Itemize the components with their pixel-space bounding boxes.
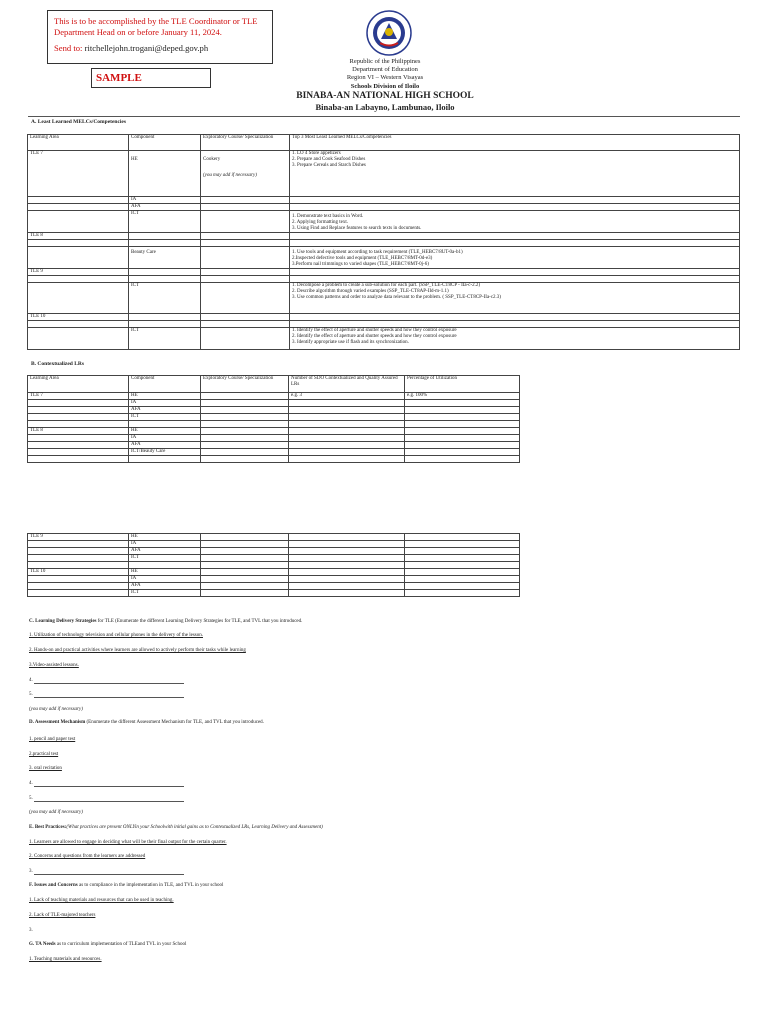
col-header: Learning Area — [28, 376, 129, 393]
least-learned-table — [27, 134, 740, 350]
component-cell: ICT — [129, 328, 201, 350]
component-cell: IA — [129, 400, 201, 407]
deped-seal-icon — [366, 10, 412, 56]
section-f-heading — [29, 883, 223, 889]
school-name: BINABA-AN NATIONAL HIGH SCHOOL — [296, 90, 474, 101]
table-row — [28, 400, 520, 407]
component-cell: ICT — [129, 211, 201, 233]
list-item: 1. LO 4 Store appetizers — [292, 151, 341, 156]
learning-area-cell: TLE 7 — [28, 151, 129, 197]
component-cell: AFA — [129, 583, 201, 590]
list-item: 2. Identify the effect of aperture and shutter speeds and how they control exposure — [292, 334, 457, 339]
competency-cell — [290, 211, 740, 233]
blank-line[interactable] — [34, 781, 184, 787]
assessment-item-2: 2.practical test — [29, 752, 59, 757]
learning-area-cell: TLE 9 — [28, 534, 129, 541]
table-row — [28, 314, 740, 321]
learning-area-cell: TLE 8 — [28, 233, 129, 240]
table-row — [28, 442, 520, 449]
strategy-item-5 — [29, 692, 184, 698]
assessment-item-3: 3. oral recitation — [29, 766, 62, 771]
email-link[interactable]: ritchellejohn.trogani@deped.gov.ph — [84, 43, 209, 53]
section-f-title: F. Issues and Concerns — [29, 883, 78, 888]
table-row — [28, 534, 520, 541]
strategy-item-1: 1. Utilization of technology television and cellular phones in the delivery of the lesson. — [29, 633, 203, 638]
component-cell: HE — [129, 569, 201, 576]
table-row — [28, 583, 520, 590]
send-to — [54, 43, 266, 54]
blank-line[interactable] — [34, 869, 184, 875]
component-cell: ICT — [129, 590, 201, 597]
table-row — [28, 151, 740, 197]
table-row — [28, 211, 740, 233]
header-republic: Republic of the Philippines — [349, 58, 421, 65]
component-cell: HE — [129, 151, 201, 197]
send-to-label: Send to: — [54, 43, 83, 53]
strategy-item-4 — [29, 678, 184, 684]
practice-item-1: 1. Learners are allowed to engage in deciding what will be their final output for the certain quarter. — [29, 840, 227, 845]
col-header: Component — [129, 376, 201, 393]
table-row — [28, 233, 740, 240]
item-number: 3. — [29, 869, 33, 874]
header-division: Schools Division of Iloilo — [350, 82, 420, 90]
competency-cell — [290, 283, 740, 314]
table-row — [28, 562, 520, 569]
col-header: Exploratory Course/ Specialization — [201, 135, 290, 151]
component-cell: ICT — [129, 555, 201, 562]
col-header: Percentage of Utilization — [405, 376, 520, 393]
table-row — [28, 247, 740, 269]
section-g-heading — [29, 942, 186, 948]
item-number: 4. — [29, 678, 33, 683]
list-item: 3. Using Find and Replace features to search texts in documents. — [292, 226, 422, 231]
table-row — [28, 555, 520, 562]
table-row — [28, 541, 520, 548]
section-c-title: C. Learning Delivery Strategies — [29, 619, 97, 624]
competency-cell — [290, 247, 740, 269]
table-row — [28, 569, 520, 576]
issue-item-3: 3. — [29, 928, 33, 933]
item-number: 4. — [29, 781, 33, 786]
col-header: Learning Area — [28, 135, 129, 151]
table-row — [28, 407, 520, 414]
component-cell: ICT — [129, 414, 201, 421]
col-header: Component — [129, 135, 201, 151]
table-row — [28, 276, 740, 283]
may-add-note: (you may add if necessary) — [29, 707, 83, 712]
practice-item-3 — [29, 869, 184, 875]
section-c-heading — [29, 619, 302, 625]
strategy-item-3: 3.Video-assisted lessons. — [29, 663, 79, 668]
sample-label: SAMPLE — [91, 68, 211, 88]
component-cell: Beauty Care — [129, 247, 201, 269]
component-cell: HE — [129, 393, 201, 400]
assessment-item-5 — [29, 796, 184, 802]
school-address: Binaba-an Labayno, Lambunao, Iloilo — [315, 101, 455, 112]
section-c-desc: for TLE (Enumerate the different Learning Delivery Strategies for TLE, and TVL that you introduced. — [96, 619, 303, 624]
learning-area-cell: TLE 8 — [28, 428, 129, 435]
table-row — [28, 283, 740, 314]
item-number: 5. — [29, 692, 33, 697]
cookery-text: Cookery — [203, 157, 221, 162]
table-row — [28, 590, 520, 597]
component-cell: ICT — [129, 283, 201, 314]
section-f-desc: as to compliance in the implementation in TLE, and TVL in your school — [77, 883, 224, 888]
component-cell: HE — [129, 428, 201, 435]
may-add-note: (you may add if necessary) — [29, 810, 83, 815]
table-row — [28, 204, 740, 211]
section-e-title: E. Best Practices: — [29, 825, 67, 830]
header-department: Department of Education — [352, 66, 418, 74]
table-header-row — [28, 376, 520, 393]
table-row — [28, 328, 740, 350]
table-row — [28, 269, 740, 276]
ta-need-item-1: 1. Teaching materials and resources. — [29, 957, 102, 962]
component-cell: IA — [129, 197, 201, 204]
section-b-title: B. Contextualized LRs — [31, 361, 85, 367]
component-cell: HE — [129, 534, 201, 541]
table-row — [28, 240, 740, 247]
competency-cell — [290, 328, 740, 350]
component-cell: ICT/Beauty Care — [129, 449, 201, 456]
specialization-cell — [201, 151, 290, 197]
col-header: Number of SDO Contextualized and Quality Assured LRs — [289, 376, 405, 393]
strategy-item-2: 2. Hands-on and practical activities where learners are allowed to actively perform their tasks while learning — [29, 648, 246, 653]
table-row — [28, 428, 520, 435]
notice-text: This is to be accomplished by the TLE Coordinator or TLE Department Head on or before January 11, 2024. — [54, 16, 258, 37]
list-item: 2. Describe algorithm through varied examples (SSP_TLE-CT8AP-IId-m-1.1) — [292, 289, 449, 294]
section-d-desc: (Enumerate the different Assessment Mechanism for TLE, and TVL that you introduced. — [85, 720, 264, 725]
component-cell: AFA — [129, 407, 201, 414]
header-divider — [28, 116, 740, 117]
list-item: 1. Identify the effect of aperture and shutter speeds and how they control exposure — [292, 328, 457, 333]
assessment-item-1: 1. pencil and paper test — [29, 737, 76, 742]
school-header — [270, 58, 500, 112]
table-row — [28, 456, 520, 463]
table-row — [28, 449, 520, 456]
contextualized-lr-table — [27, 375, 520, 463]
list-item: 1. Use tools and equipment according to task requirement (TLE_HEBC7/8UT-0a-b1) — [292, 250, 463, 255]
component-cell: IA — [129, 435, 201, 442]
contextualized-lr-table-continued — [27, 533, 520, 597]
item-number: 5. — [29, 796, 33, 801]
table-row — [28, 414, 520, 421]
may-add-note: (you may add if necessary) — [203, 173, 257, 178]
practice-item-2: 2. Concerns and questions from the learners are addressed — [29, 854, 146, 859]
submission-notice — [47, 10, 273, 64]
lr-count-cell: e.g. 3 — [289, 393, 405, 400]
table-row — [28, 393, 520, 400]
issue-item-2: 2. Lack of TLE-majored teachers — [29, 913, 96, 918]
blank-line[interactable] — [34, 692, 184, 698]
component-cell: AFA — [129, 442, 201, 449]
section-d-heading — [29, 720, 264, 726]
section-a-title: A. Least Learned MELCs/Competencies — [31, 119, 127, 125]
list-item: 2. Prepare and Cook Seafood Dishes — [292, 157, 366, 162]
table-row — [28, 197, 740, 204]
list-item: 1. Decompose a problem to create a sub-solution for each part. (SSP_TLE-CT8CP - IIa-c-2.2) — [292, 283, 481, 288]
blank-line[interactable] — [34, 796, 184, 802]
header-region: Region VI – Western Visayas — [346, 74, 424, 82]
list-item: 3. Use common patterns and order to analyze data relevant to the problem. ( SSP_TLE-CT8CP-IIa-c2.3) — [292, 295, 501, 300]
competency-cell — [290, 151, 740, 197]
table-row — [28, 435, 520, 442]
section-g-desc: as to curriculum implementation of TLEand TVL in your School — [55, 942, 187, 947]
component-cell: AFA — [129, 204, 201, 211]
section-e-desc: (What practices are present ONLYin your Schoolwith initial gains as to Contextualized LRs, Learning Delivery and Assessment) — [66, 825, 323, 830]
col-header: Exploratory Course/ Specialization — [201, 376, 289, 393]
table-header-row — [28, 135, 740, 151]
learning-area-cell: TLE 9 — [28, 269, 129, 276]
component-cell: AFA — [129, 548, 201, 555]
table-row — [28, 421, 520, 428]
table-row — [28, 321, 740, 328]
component-cell: IA — [129, 541, 201, 548]
blank-line[interactable] — [34, 678, 184, 684]
col-header: Top 3 Most Least Learned MELCs/Competencies — [290, 135, 740, 151]
list-item: 3. Prepare Cereals and Starch Dishes — [292, 163, 366, 168]
section-d-title: D. Assessment Mechanism — [29, 720, 86, 725]
list-item: 3. Identify appropriate use if flash and its synchronization. — [292, 340, 409, 345]
learning-area-cell: TLE 10 — [28, 314, 129, 321]
list-item: 2. Applying formatting text. — [292, 220, 348, 225]
learning-area-cell: TLE 7 — [28, 393, 129, 400]
list-item: 3.Perform nail trimmings to varied shapes (TLE_HEBC7/8MT-0j-6) — [292, 262, 429, 267]
table-row — [28, 576, 520, 583]
learning-area-cell: TLE 10 — [28, 569, 129, 576]
section-g-title: G. TA Needs — [29, 942, 56, 947]
component-cell: IA — [129, 576, 201, 583]
list-item: 1. Demonstrate text basics in Word. — [292, 214, 364, 219]
list-item: 2.Inspected defective tools and equipment (TLE_HEBC7/8MT-0d-e3) — [292, 256, 433, 261]
table-row — [28, 548, 520, 555]
issue-item-1: 1. Lack of teaching materials and resources that can be used in teaching. — [29, 898, 174, 903]
section-e-heading — [29, 825, 323, 831]
utilization-cell: e.g. 100% — [405, 393, 520, 400]
assessment-item-4 — [29, 781, 184, 787]
